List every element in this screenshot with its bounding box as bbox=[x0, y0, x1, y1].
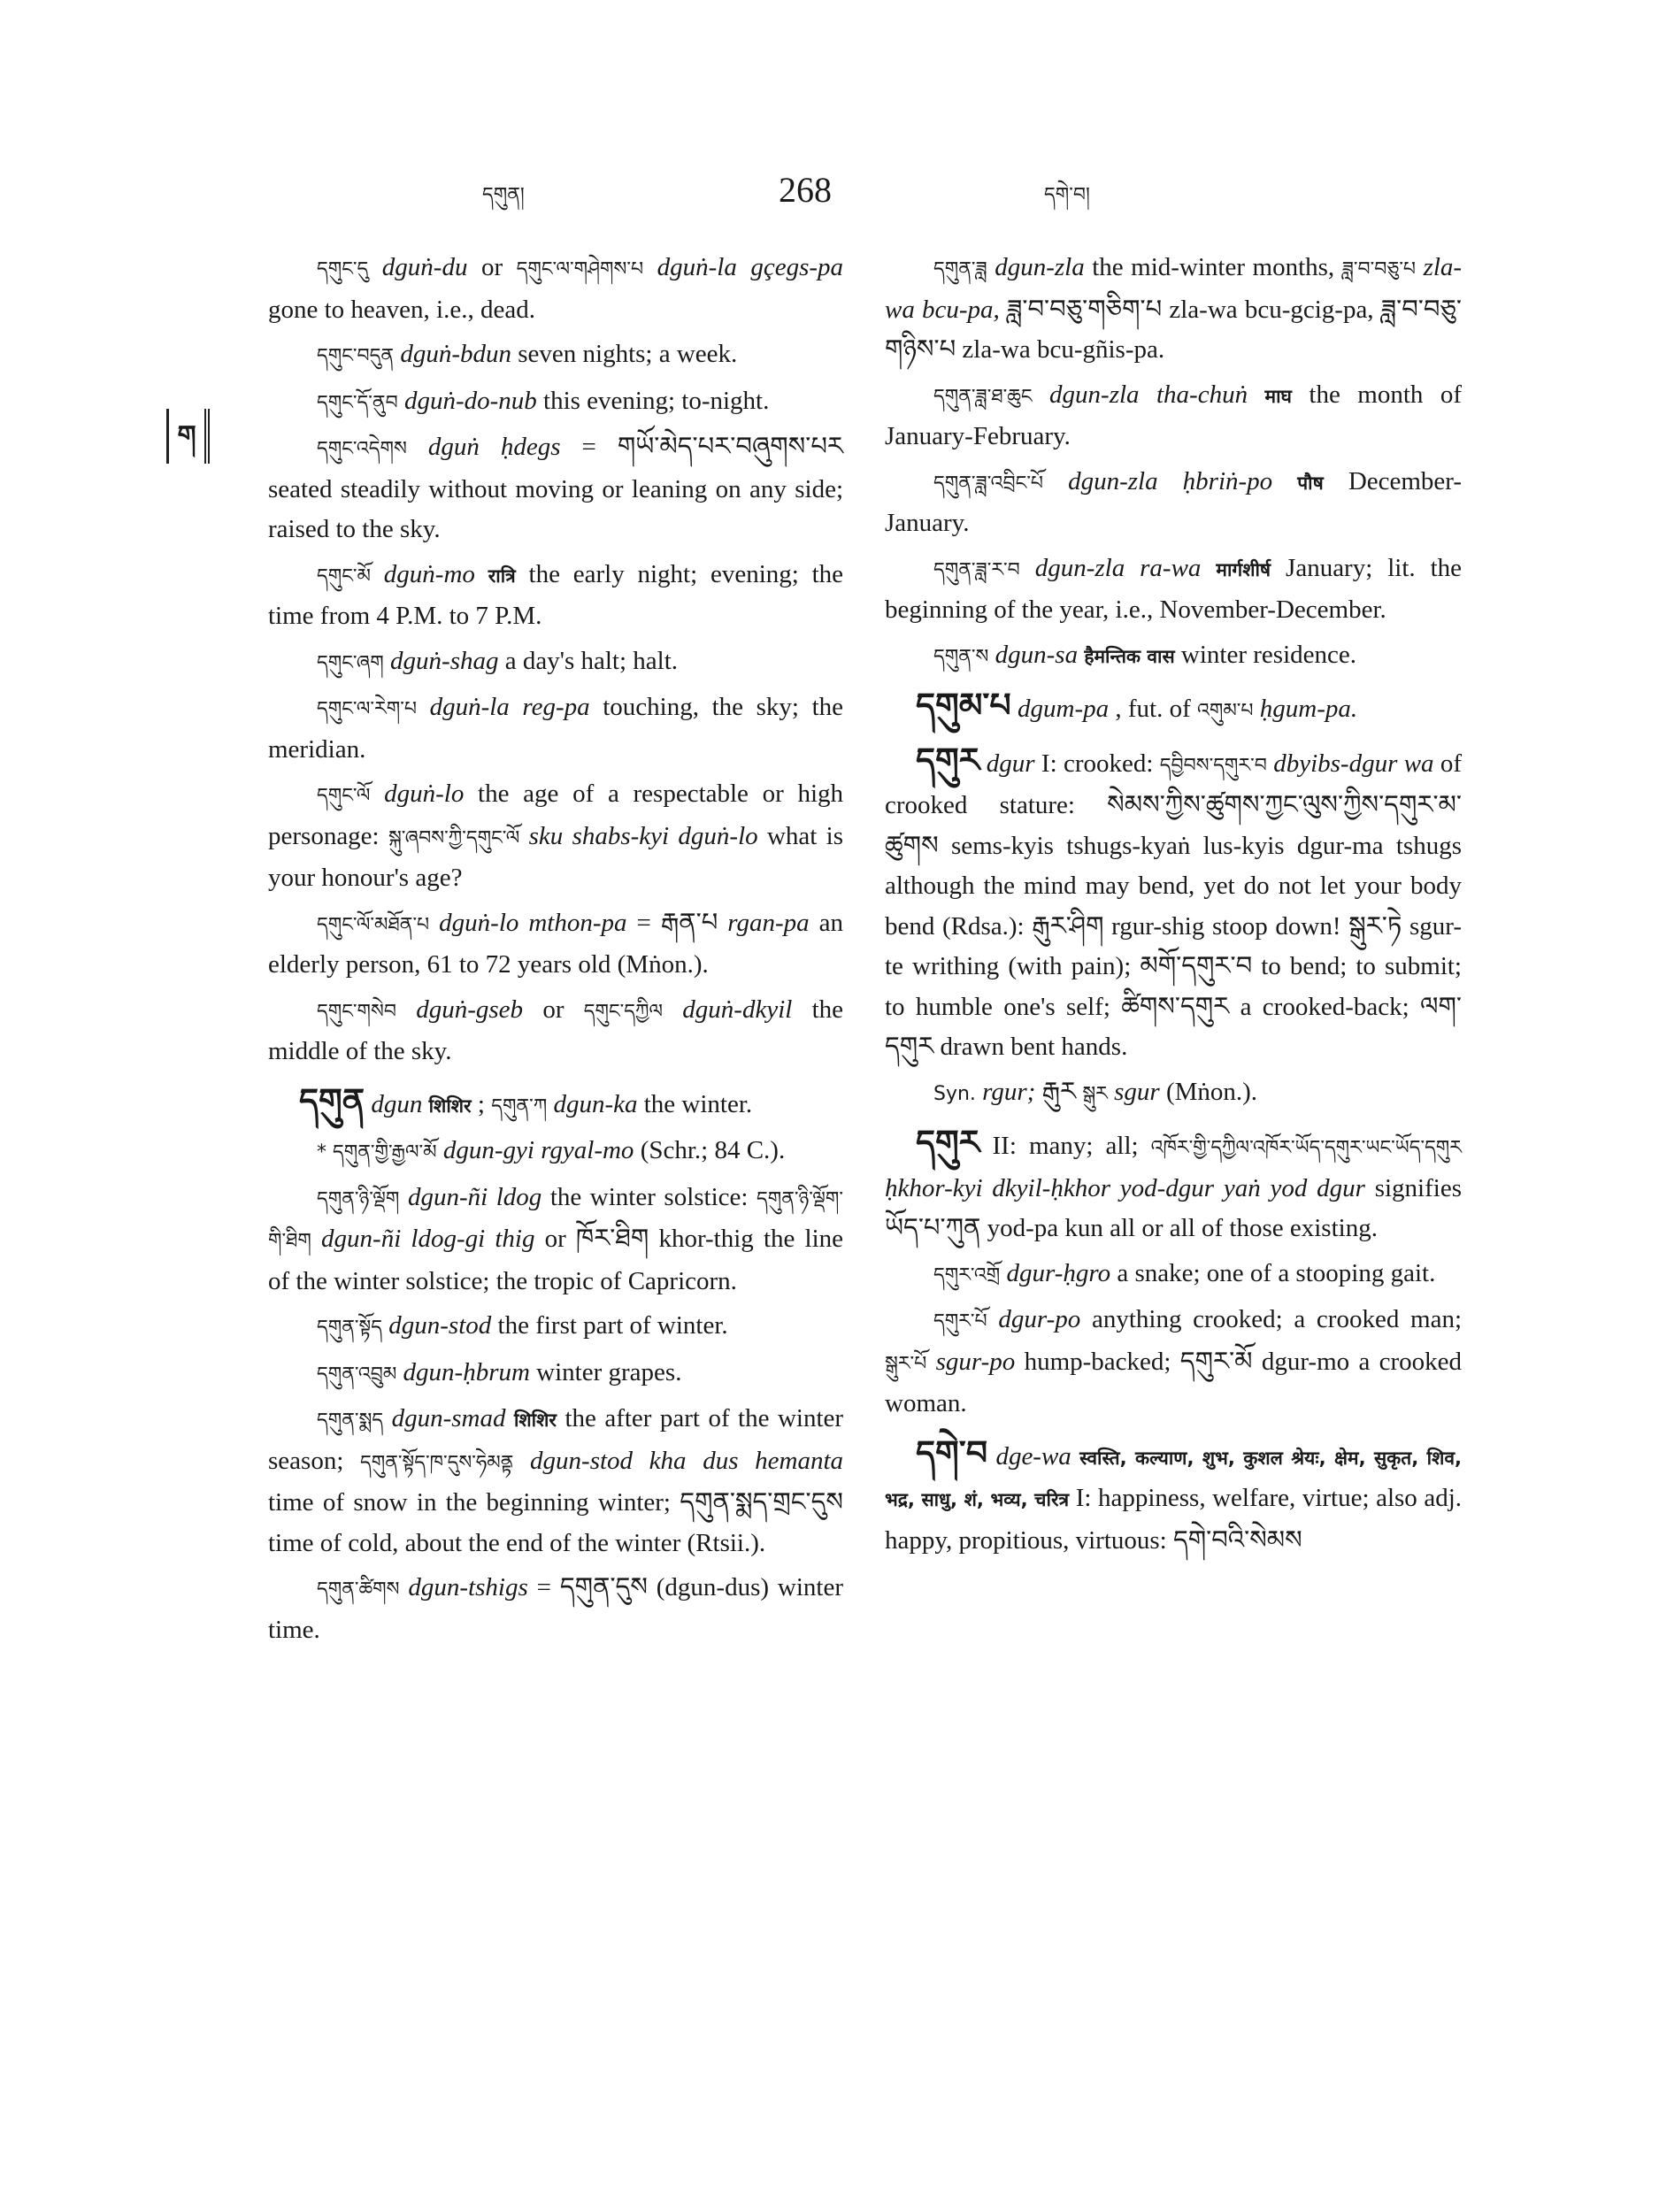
headword-transliteration: dgur-ḥgro bbox=[1006, 1258, 1111, 1287]
example-tibetan: སྒུར bbox=[1082, 1082, 1108, 1105]
headword-transliteration: dgun-ñi ldog bbox=[407, 1182, 542, 1211]
headword-transliteration: dgun-stod bbox=[388, 1311, 492, 1340]
definition-text: an elderly person, 61 to 72 years old (Mṅon.). bbox=[268, 908, 843, 979]
definition-text: hump-backed; དགུར་མོ dgur-mo a crooked woman. bbox=[885, 1347, 1463, 1417]
dictionary-entry bbox=[885, 549, 1462, 631]
definition-text: the after part of the winter season; bbox=[268, 1404, 844, 1475]
definition-text: the first part of winter. bbox=[497, 1311, 728, 1340]
dictionary-entry bbox=[885, 635, 1462, 678]
headword-tibetan: དགུང་དུ bbox=[317, 258, 369, 280]
right-running-head: དགེ་བ། bbox=[1044, 184, 1090, 206]
headword-transliteration: dguṅ-mo bbox=[383, 559, 475, 588]
example-tibetan: དགུན་ཀ bbox=[491, 1094, 548, 1118]
headword-transliteration: dguṅ-shag bbox=[390, 646, 499, 675]
dictionary-entry bbox=[885, 1433, 1462, 1562]
definition-text: of crooked stature: སེམས་ཀྱིས་ཚུགས་ཀྱང་ལུས་ཀྱིས་དགུར་མ་ཚུགས sems-kyis tshugs-kyaṅ lus-kyis dgur-ma tshugs although the mind may bend, yet do not let your body bend (Rdsa.): རྒུར་ཤིག rgur-shig stoop down! སྒུར་ཏེ sgur-te writhing (with pain); མགོ་དགུར་བ to bend; to submit; to humble one's self; ཚིགས་དགུར a crooked-back; ལག་དགུར drawn bent hands. bbox=[885, 749, 1463, 1061]
right-column bbox=[885, 248, 1462, 1565]
headword-tibetan: * དགུན་གྱི་རྒྱལ་མོ bbox=[317, 1141, 437, 1164]
dictionary-entry bbox=[268, 427, 843, 550]
sanskrit-equivalent: माघ bbox=[1264, 385, 1292, 407]
headword-transliteration: dguṅ-gseb bbox=[416, 995, 524, 1024]
definition-text: this evening; to-night. bbox=[543, 386, 770, 415]
example-tibetan: སྒུར་པོ bbox=[885, 1352, 927, 1375]
headword-transliteration: dguṅ-lo bbox=[384, 780, 465, 808]
sanskrit-equivalent: शिशिर bbox=[428, 1094, 472, 1117]
definition-text: or bbox=[542, 995, 565, 1024]
page-header bbox=[0, 170, 1659, 226]
dictionary-entry bbox=[268, 1306, 843, 1348]
headword-tibetan: དགུན bbox=[299, 1080, 365, 1120]
dictionary-entry bbox=[885, 1300, 1462, 1425]
headword-tibetan: དགུར་པོ bbox=[933, 1310, 987, 1333]
headword-transliteration: rgur; bbox=[982, 1077, 1036, 1106]
headword-tibetan: དགུམ་པ bbox=[916, 686, 1011, 725]
sanskrit-equivalent: पौष bbox=[1297, 472, 1324, 494]
dictionary-entry bbox=[885, 1254, 1462, 1296]
example-transliteration: sgur-po bbox=[935, 1347, 1016, 1376]
margin-letter: ག bbox=[177, 420, 196, 451]
example-tibetan: འགུམ་པ bbox=[1197, 700, 1254, 722]
headword-transliteration: dgun-zla ra-wa bbox=[1034, 553, 1202, 582]
headword-transliteration: dgun-zla tha-chuṅ bbox=[1049, 380, 1248, 409]
definition-text: the month of January-February. bbox=[885, 380, 1463, 450]
dictionary-entry bbox=[268, 334, 843, 377]
headword-transliteration: dgum-pa bbox=[1018, 695, 1110, 723]
headword-tibetan: དགེ་བ bbox=[916, 1432, 988, 1472]
definition-text: = དགུན་དུས (dgun-dus) winter time. bbox=[268, 1573, 844, 1644]
headword-transliteration: dgun-zla bbox=[995, 253, 1085, 281]
headword-tibetan: དགུན་ཟླ་ར་བ bbox=[933, 558, 1020, 581]
definition-text: seven nights; a week. bbox=[518, 340, 738, 368]
headword-transliteration: dgun-zla ḥbriṅ-po bbox=[1068, 466, 1273, 495]
headword-tibetan: དགུན་ཟླ་ཐ་ཆུང bbox=[933, 385, 1033, 408]
headword-tibetan: དགུན་ཚིགས bbox=[317, 1578, 400, 1601]
definition-text: winter grapes. bbox=[536, 1357, 682, 1386]
example-tibetan: དགུན་སྟོད་ཁ་དུས་ཧེམནྟ bbox=[360, 1451, 514, 1474]
headword-tibetan: དགུང་དོ་ནུབ bbox=[317, 391, 398, 414]
headword-tibetan: དགུན་འབྲུམ bbox=[317, 1363, 397, 1386]
dictionary-entry bbox=[885, 248, 1462, 371]
headword-tibetan: དགུང་བདུན bbox=[317, 345, 395, 367]
example-transliteration: dbyibs-dgur wa bbox=[1273, 749, 1434, 778]
headword-transliteration: dguṅ-bdun bbox=[400, 340, 511, 368]
headword-transliteration: dgun-sa bbox=[995, 640, 1079, 669]
dictionary-entry bbox=[885, 1123, 1462, 1249]
headword-tibetan: དགུན་ཟླ་འབྲིང་པོ bbox=[933, 472, 1044, 495]
example-transliteration: dguṅ-la gçegs-pa bbox=[657, 253, 844, 281]
dictionary-entry bbox=[268, 381, 843, 424]
headword-tibetan: དགུར bbox=[916, 1123, 980, 1162]
definition-text: ཟླ་བ་བཅུ་གཅིག་པ zla-wa bcu-gcig-pa, ཟླ་བ་བཅུ་གཉིས་པ zla-wa bcu-gñis-pa. bbox=[885, 295, 1462, 364]
definition-text: what is your honour's age? bbox=[268, 821, 844, 892]
dictionary-entry bbox=[268, 903, 843, 986]
definition-text: = གཡོ་མེད་པར་བཞུགས་པར seated steadily without moving or leaning on any side; raised to the sky. bbox=[268, 433, 843, 543]
dictionary-entry bbox=[268, 1178, 843, 1302]
headword-transliteration: dgun bbox=[371, 1089, 423, 1118]
definition-text: ; bbox=[477, 1089, 485, 1118]
definition-text: gone to heaven, i.e., dead. bbox=[268, 295, 535, 324]
headword-tibetan: དགུན་ཟླ bbox=[933, 258, 987, 280]
definition-text: the mid-winter months, bbox=[1092, 253, 1335, 281]
example-tibetan: དབྱིབས་དགུར་བ bbox=[1159, 754, 1267, 777]
definition-text: a snake; one of a stooping gait. bbox=[1117, 1258, 1436, 1287]
headword-transliteration: dgun-gyi rgyal-mo bbox=[442, 1136, 634, 1164]
dictionary-entry bbox=[268, 990, 843, 1072]
example-transliteration: dgun-ka bbox=[553, 1089, 638, 1118]
dictionary-entry bbox=[268, 687, 843, 770]
headword-tibetan: དགུང་ལོ་མཐོན་པ bbox=[317, 913, 430, 936]
left-column bbox=[268, 248, 843, 1655]
headword-tibetan: དགུང་འདེགས bbox=[317, 438, 407, 460]
headword-transliteration: dgun-tshigs bbox=[408, 1573, 528, 1601]
definition-text: December-January. bbox=[885, 466, 1463, 537]
sanskrit-equivalent: शिशिर bbox=[513, 1409, 557, 1431]
example-transliteration: dguṅ-dkyil bbox=[682, 995, 793, 1024]
headword-tibetan: དགུང་ཞག bbox=[317, 651, 384, 674]
headword-transliteration: dgur bbox=[986, 749, 1035, 778]
headword-transliteration: dgun-ḥbrum bbox=[403, 1357, 530, 1386]
headword-tibetan: དགུར bbox=[916, 740, 980, 780]
example-transliteration: sku shabs-kyi dguṅ-lo bbox=[528, 821, 758, 850]
headword-tibetan: དགུར་འགྲོ bbox=[933, 1263, 1001, 1286]
example-tibetan: དགུན་ཉི་ལྡོག་གི་ཐིག bbox=[268, 1187, 844, 1252]
dictionary-entry bbox=[885, 1072, 1462, 1115]
definition-text: II: many; all; bbox=[992, 1132, 1139, 1160]
dictionary-entry bbox=[268, 774, 843, 899]
example-tibetan: སྐུ་ཞབས་ཀྱི་དགུང་ལོ bbox=[388, 826, 520, 849]
headword-transliteration: dguṅ ḥdegs bbox=[427, 433, 561, 461]
example-transliteration: ḥkhor-kyi dkyil-ḥkhor yod-dgur yaṅ yod dgur bbox=[885, 1173, 1365, 1202]
example-transliteration: rgan-pa bbox=[727, 908, 810, 937]
dictionary-entry bbox=[268, 1399, 843, 1563]
definition-text: the age of a respectable or high personage: bbox=[268, 780, 844, 850]
definition-text: རྒུར bbox=[1041, 1077, 1077, 1106]
dictionary-entry bbox=[268, 641, 843, 684]
dictionary-entry bbox=[268, 1131, 843, 1173]
example-transliteration: zla-wa bcu-pa, bbox=[885, 253, 1463, 324]
headword-tibetan: དགུང་ལ་རེག་པ bbox=[317, 698, 417, 720]
headword-transliteration: dguṅ-do-nub bbox=[403, 386, 537, 415]
definition-text: I: crooked: bbox=[1041, 749, 1154, 778]
definition-text: (Mṅon.). bbox=[1165, 1077, 1258, 1106]
definition-text: (Schr.; 84 C.). bbox=[640, 1136, 786, 1164]
headword-tibetan: དགུང་མོ bbox=[317, 565, 371, 588]
definition-text: I: bbox=[1075, 1484, 1092, 1512]
headword-transliteration: dge-wa bbox=[995, 1441, 1071, 1471]
example-transliteration: dgun-stod kha dus hemanta bbox=[530, 1446, 844, 1475]
example-tibetan: ཟླ་བ་བཅུ་པ bbox=[1341, 258, 1417, 280]
dictionary-entry bbox=[268, 1081, 843, 1127]
definition-text: time of snow in the beginning winter; དགུན་སྨད་གྲང་དུས time of cold, about the end of the winter (Rtsii.). bbox=[268, 1488, 843, 1557]
dictionary-entry bbox=[268, 555, 843, 637]
dictionary-entry bbox=[268, 1353, 843, 1395]
sanskrit-equivalent: स्वस्ति, कल्याण, शुभ, कुशल श्रेयः, क्षेम, सुकृत, शिव, भद्र, साधु, शं, भव्य, चरित्र bbox=[885, 1447, 1463, 1510]
dictionary-entry bbox=[885, 375, 1462, 457]
headword-transliteration: dguṅ-lo mthon-pa bbox=[439, 908, 627, 937]
definition-text: January; lit. the beginning of the year, i.e., November-December. bbox=[885, 553, 1463, 624]
dictionary-entry bbox=[268, 248, 843, 330]
headword-tibetan: དགུན་ས bbox=[933, 645, 989, 668]
margin-letter-tab bbox=[166, 409, 210, 464]
definition-text: or bbox=[480, 253, 503, 281]
headword-transliteration: dgun-smad bbox=[391, 1404, 506, 1432]
definition-text: touching, the sky; the meridian. bbox=[268, 693, 843, 764]
example-tibetan: དགུང་ལ་གཤེགས་པ bbox=[516, 258, 644, 280]
page-number: 268 bbox=[779, 170, 832, 210]
sanskrit-equivalent: हैमन्तिक वास bbox=[1084, 645, 1175, 667]
headword-tibetan: དགུན་སྟོད bbox=[317, 1317, 383, 1339]
definition-text: = རྒན་པ bbox=[636, 908, 718, 937]
definition-text: happiness, welfare, virtue; also adj. happy, propitious, virtuous: དགེ་བའི་སེམས bbox=[885, 1484, 1463, 1555]
definition-text: , fut. of bbox=[1115, 695, 1191, 723]
definition-text: the early night; evening; the time from 4 P.M. to 7 P.M. bbox=[268, 559, 844, 630]
headword-transliteration: dguṅ-du bbox=[381, 253, 468, 281]
definition-text: a day's halt; halt. bbox=[504, 646, 679, 675]
example-tibetan: འཁོར་གྱི་དཀྱིལ་འཁོར་ཡོད་དགུར་ཡང་ཡོད་དགུར bbox=[1150, 1137, 1463, 1159]
dictionary-entry bbox=[885, 686, 1462, 732]
example-tibetan: དགུང་དཀྱིལ bbox=[583, 1000, 664, 1023]
dictionary-entry bbox=[268, 1568, 843, 1650]
definition-text: the middle of the sky. bbox=[268, 995, 843, 1065]
example-transliteration: dgun-ñi ldog-gi thig bbox=[321, 1225, 535, 1253]
dictionary-entry bbox=[885, 462, 1462, 544]
headword-tibetan: དགུན་ཉི་ལྡོག bbox=[317, 1187, 400, 1210]
definition-text: or ཁོར་ཐིག khor-thig the line of the winter solstice; the tropic of Capricorn. bbox=[268, 1225, 844, 1295]
left-running-head: དགུན། bbox=[482, 184, 525, 206]
definition-text: anything crooked; a crooked man; bbox=[1091, 1305, 1463, 1333]
definition-text: winter residence. bbox=[1180, 640, 1356, 669]
headword-tibetan: དགུན་སྨད bbox=[317, 1409, 384, 1432]
example-transliteration: sgur bbox=[1114, 1077, 1160, 1106]
headword-tibetan: དགུང་ལོ bbox=[317, 785, 371, 807]
sanskrit-equivalent: रात्रि bbox=[488, 565, 516, 587]
definition-text: the winter solstice: bbox=[549, 1182, 749, 1211]
headword-tibetan: Syn. bbox=[933, 1082, 976, 1105]
headword-tibetan: དགུང་གསེབ bbox=[317, 1000, 396, 1023]
headword-transliteration: dgur-po bbox=[998, 1305, 1081, 1333]
definition-text: the winter. bbox=[643, 1089, 753, 1118]
definition-text: signifies ཡོད་པ་ཀུན yod-pa kun all or all of those existing. bbox=[885, 1173, 1462, 1242]
headword-transliteration: dguṅ-la reg-pa bbox=[429, 693, 590, 721]
dictionary-entry bbox=[885, 741, 1462, 1068]
sanskrit-equivalent: मार्गशीर्ष bbox=[1216, 558, 1271, 580]
example-transliteration: ḥgum-pa. bbox=[1259, 695, 1358, 723]
